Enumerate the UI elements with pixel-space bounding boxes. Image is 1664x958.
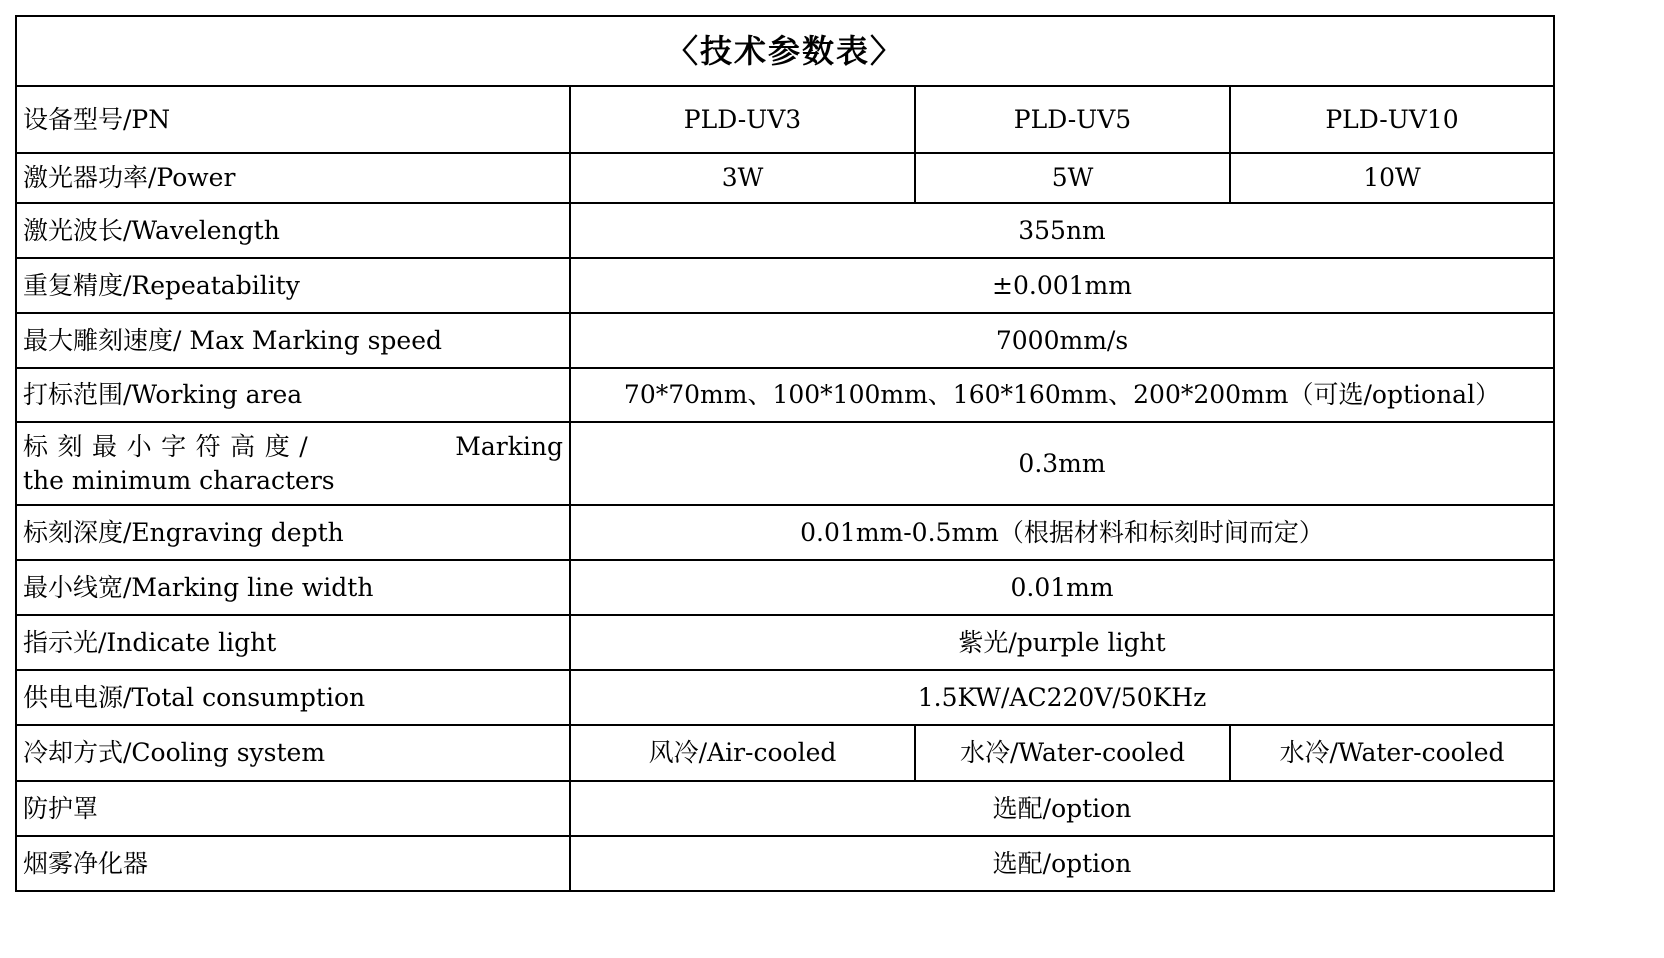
model-pld-uv5: PLD-UV5: [915, 86, 1230, 153]
table-row: [16, 670, 1554, 725]
depth-value: 0.01mm-0.5mm（根据材料和标刻时间而定）: [570, 505, 1554, 560]
power-value-uv3: 3W: [570, 153, 915, 203]
table-row: [16, 836, 1554, 891]
row-label-min-char-line2: the minimum characters: [23, 465, 335, 495]
table-row: [16, 153, 1554, 203]
table-row: [16, 203, 1554, 258]
row-label-line-width: 最小线宽/Marking line width: [16, 560, 570, 615]
model-pld-uv10: PLD-UV10: [1230, 86, 1554, 153]
row-label-cover: 防护罩: [16, 781, 570, 836]
row-label-wavelength: 激光波长/Wavelength: [16, 203, 570, 258]
cooling-value-uv10: 水冷/Water-cooled: [1230, 725, 1554, 781]
cooling-value-uv3: 风冷/Air-cooled: [570, 725, 915, 781]
wavelength-value: 355nm: [570, 203, 1554, 258]
table-row: [16, 505, 1554, 560]
table-row: [16, 422, 1554, 505]
row-label-model: 设备型号/PN: [16, 86, 570, 153]
table-row: [16, 368, 1554, 422]
table-row: [16, 781, 1554, 836]
power-value-uv5: 5W: [915, 153, 1230, 203]
spec-table: [15, 15, 1555, 892]
power-value-uv10: 10W: [1230, 153, 1554, 203]
speed-value: 7000mm/s: [570, 313, 1554, 368]
table-title: 〈技术参数表〉: [16, 16, 1554, 86]
table-row: [16, 86, 1554, 153]
row-label-power: 激光器功率/Power: [16, 153, 570, 203]
area-value: 70*70mm、100*100mm、160*160mm、200*200mm（可选/optional）: [570, 368, 1554, 422]
min-char-value: 0.3mm: [570, 422, 1554, 505]
cover-value: 选配/option: [570, 781, 1554, 836]
row-label-supply: 供电电源/Total consumption: [16, 670, 570, 725]
row-label-purifier: 烟雾净化器: [16, 836, 570, 891]
repeatability-value: ±0.001mm: [570, 258, 1554, 313]
table-row: [16, 258, 1554, 313]
line-width-value: 0.01mm: [570, 560, 1554, 615]
cooling-value-uv5: 水冷/Water-cooled: [915, 725, 1230, 781]
table-row: [16, 313, 1554, 368]
table-row: [16, 615, 1554, 670]
row-label-cooling: 冷却方式/Cooling system: [16, 725, 570, 781]
row-label-depth: 标刻深度/Engraving depth: [16, 505, 570, 560]
table-row: [16, 560, 1554, 615]
model-pld-uv3: PLD-UV3: [570, 86, 915, 153]
row-label-indicator: 指示光/Indicate light: [16, 615, 570, 670]
purifier-value: 选配/option: [570, 836, 1554, 891]
table-row: [16, 725, 1554, 781]
row-label-speed: 最大雕刻速度/ Max Marking speed: [16, 313, 570, 368]
row-label-repeatability: 重复精度/Repeatability: [16, 258, 570, 313]
supply-value: 1.5KW/AC220V/50KHz: [570, 670, 1554, 725]
indicator-value: 紫光/purple light: [570, 615, 1554, 670]
row-label-area: 打标范围/Working area: [16, 368, 570, 422]
table-title-row: [16, 16, 1554, 86]
row-label-min-char-line1: 标刻最小字符高度/ Marking: [23, 431, 563, 461]
row-label-min-char: [16, 422, 570, 505]
